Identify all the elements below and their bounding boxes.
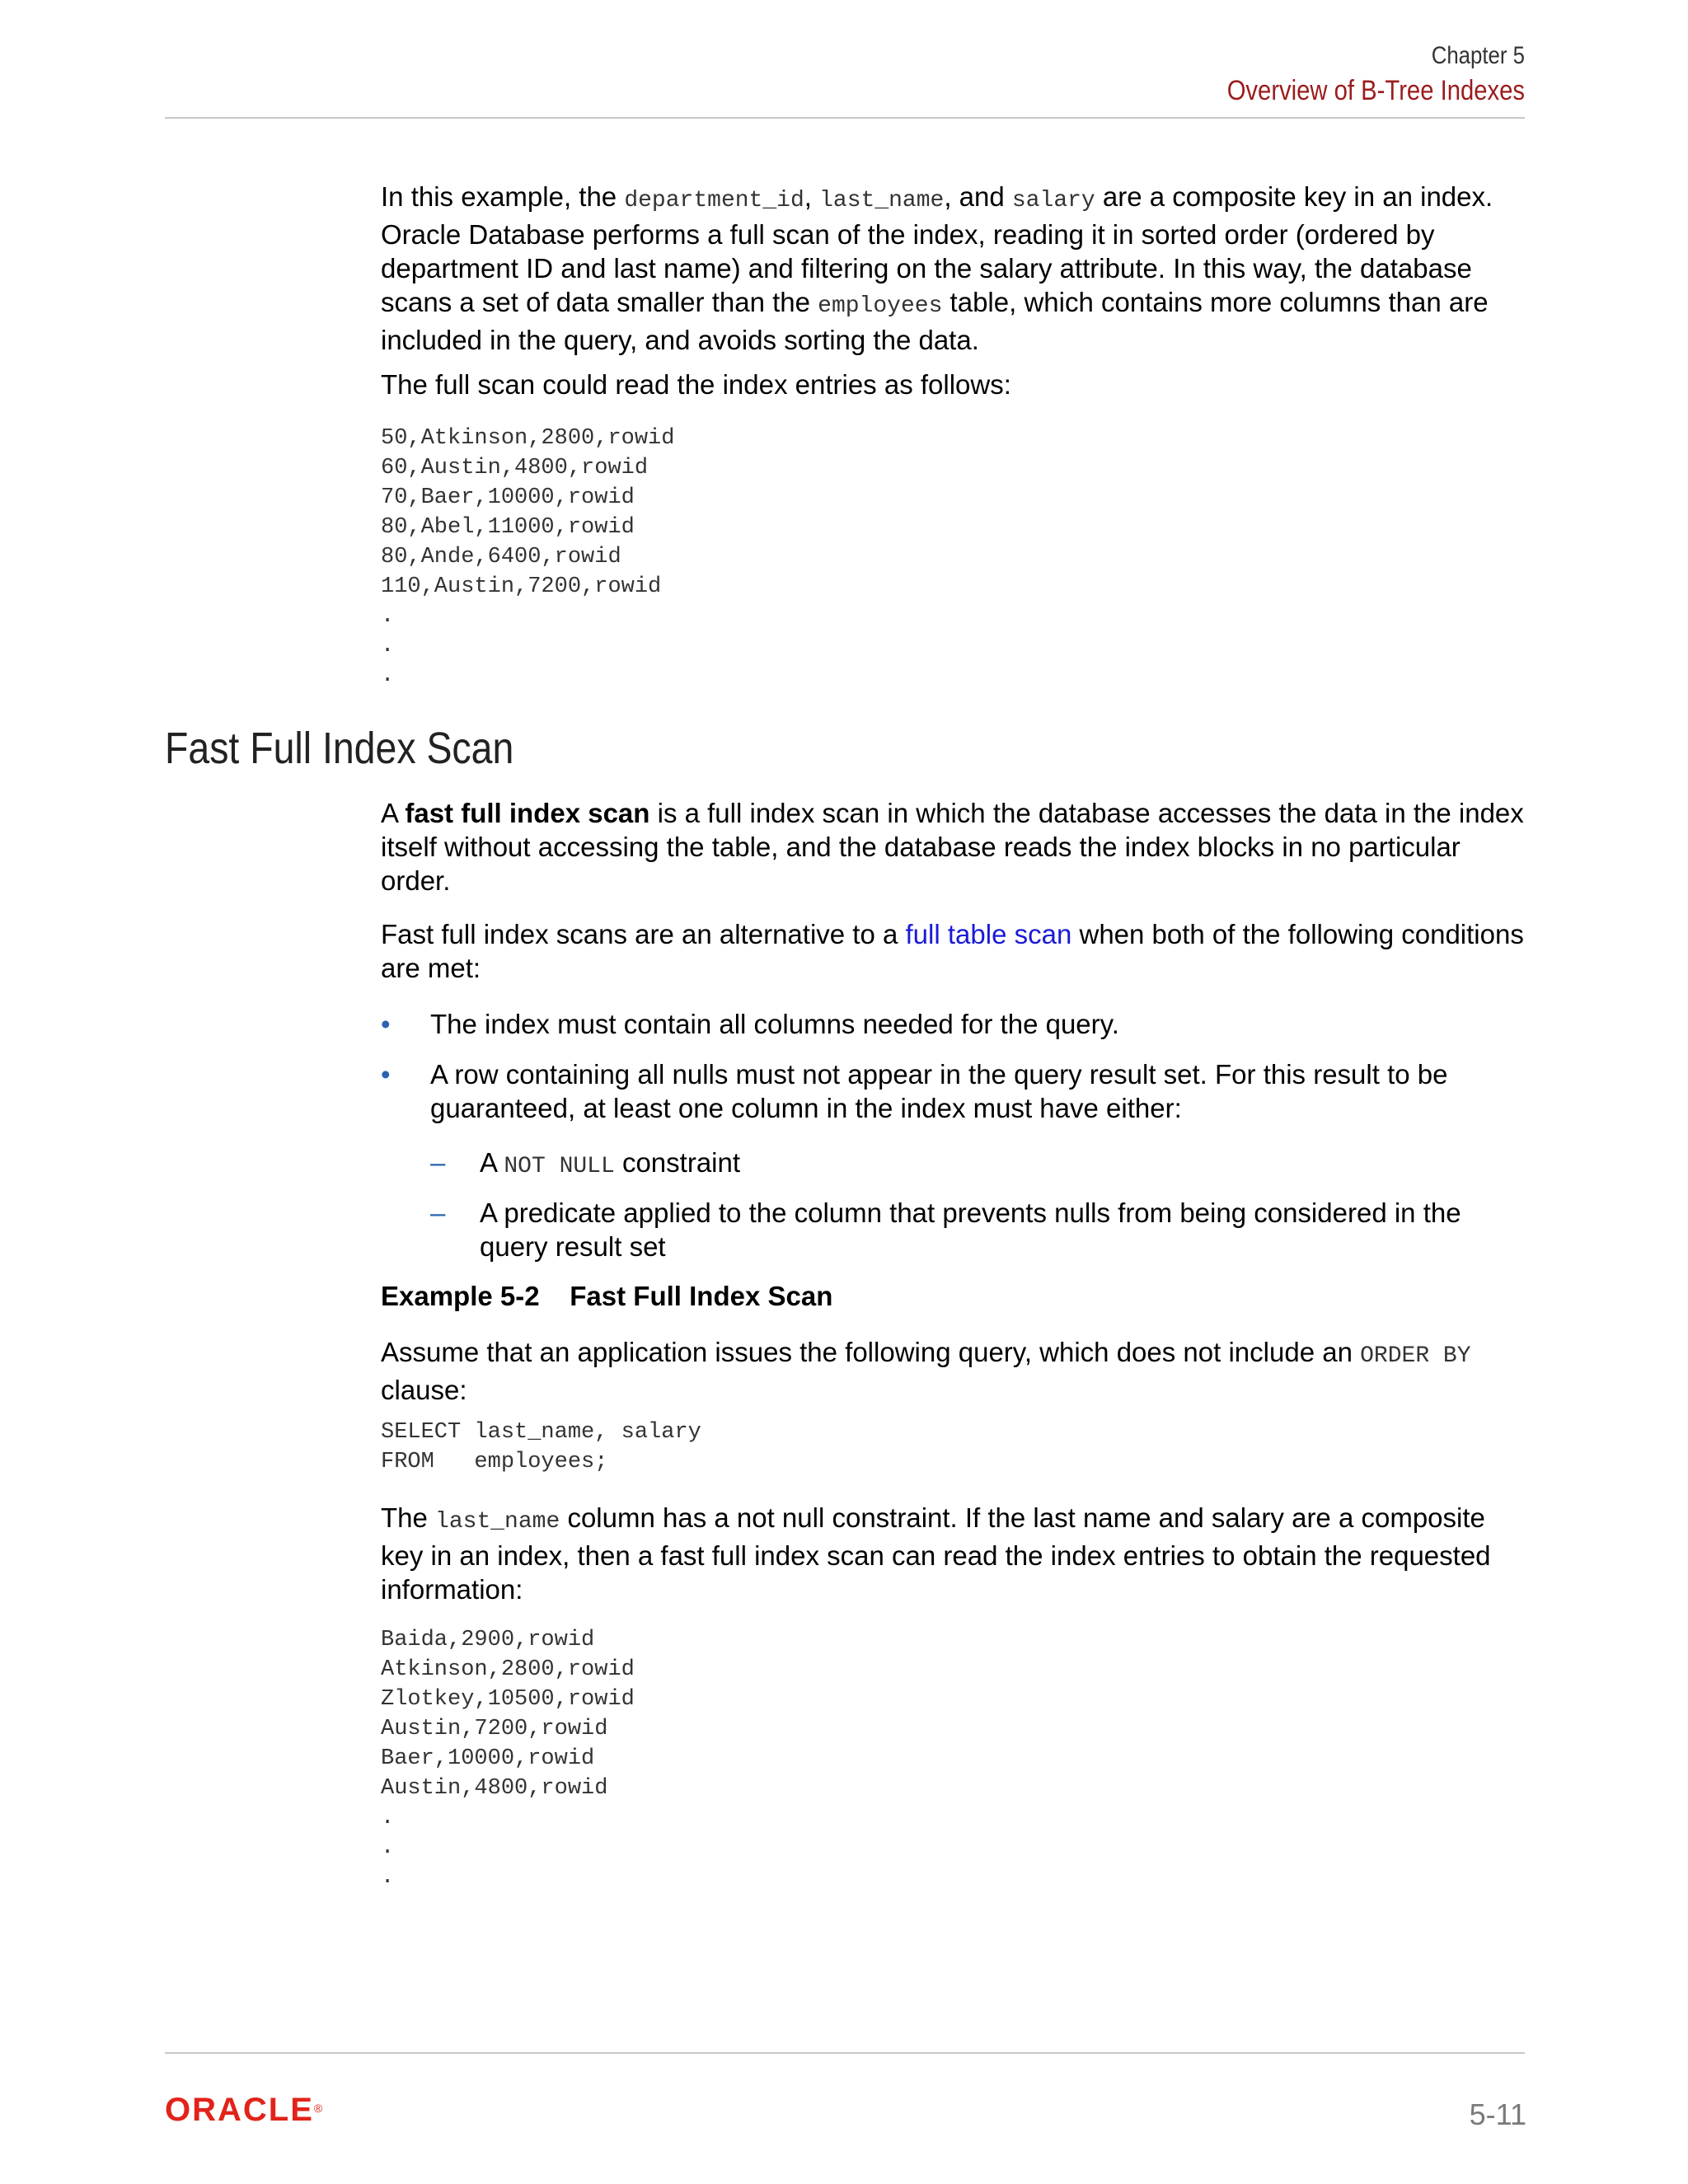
oracle-logo [165,2092,322,2128]
example-paragraph [381,1335,1526,1407]
bullet-icon: • [381,1009,391,1039]
example-paragraph-2-block [381,1501,1526,1606]
example-title-block [381,1279,1526,1313]
text-run: are a composite key in an index. Oracle Database performs a full scan of the index, reading it in sorted order (ordered by department ID and last name) and filtering on the salary attribute. In this way, the database scans a set of data smaller than the [381,181,1493,317]
dash-icon: – [430,1197,446,1228]
code-not-null: NOT NULL [504,1154,615,1179]
oracle-logo-text: ORACLE [165,2092,314,2128]
intro-paragraph-block [381,180,1526,357]
text-run: constraint [614,1147,741,1178]
code-block-3 [381,1625,1526,1892]
chapter-label: Chapter 5 [1431,42,1525,69]
intro-paragraph-2: The full scan could read the index entries as follows: [381,369,1011,400]
sub-bullet-text-1 [480,1146,1526,1183]
full-table-scan-link[interactable]: full table scan [905,919,1072,949]
text-run: A [381,798,406,828]
text-run: Assume that an application issues the following query, which does not include an [381,1337,1361,1367]
code-department-id: department_id [624,188,804,213]
text-run: clause: [381,1375,467,1405]
code-block-1 [381,424,1526,691]
running-header [165,40,1525,109]
intro-paragraph [381,180,1526,357]
section-heading: Fast Full Index Scan [165,724,514,773]
text-run: when both of the following conditions are met: [381,919,1524,983]
dash-icon: – [430,1147,446,1178]
index-entries-code: 50,Atkinson,2800,rowid 60,Austin,4800,rowid 70,Baer,10000,rowid 80,Abel,11000,rowid 80,Ande,6400,rowid 110,Austin,7200,rowid . . . [381,426,675,688]
bullet-icon: • [381,1059,391,1090]
text-run: A [480,1147,504,1178]
text-run: In this example, the [381,181,625,212]
intro-paragraph-2-block [381,368,1526,401]
definition-paragraph-block [381,796,1526,898]
bullet-text-2: A row containing all nulls must not appear in the query result set. For this result to be guaranteed, at least one column in the index must have either: [430,1059,1448,1123]
text-run: table, which contains more columns than are included in the query, and avoids sorting the data. [381,287,1489,355]
bullet-text-1: The index must contain all columns needed for the query. [430,1009,1119,1039]
header-rule [165,117,1525,119]
query-code: SELECT last_name, salary FROM employees; [381,1420,701,1474]
example-title [381,1279,1526,1313]
fast-scan-entries-code: Baida,2900,rowid Atkinson,2800,rowid Zlotkey,10500,rowid Austin,7200,rowid Baer,10000,rowid Austin,4800,rowid . . . [381,1628,635,1890]
sub-bullet-text-2: A predicate applied to the column that prevents nulls from being considered in the query result set [480,1197,1461,1262]
code-block-2 [381,1418,1526,1477]
example-paragraph-block [381,1335,1526,1407]
text-run: The [381,1502,436,1533]
code-last-name: last_name [435,1509,560,1535]
definition-paragraph [381,796,1526,898]
footer-rule [165,2052,1525,2054]
page-number: 5-11 [1469,2097,1526,2131]
code-order-by: ORDER BY [1360,1343,1471,1369]
text-run: Fast full index scans are an alternative to a [381,919,906,949]
code-salary: salary [1011,188,1095,213]
example-title-text: Example 5-2 Fast Full Index Scan [381,1281,833,1311]
example-paragraph-2 [381,1501,1526,1606]
registered-mark: ® [313,2102,323,2115]
section-title: Overview of B-Tree Indexes [1226,75,1525,106]
text-run: is a full index scan in which the database accesses the data in the index itself without accessing the table, and the database reads the index blocks in no particular order. [381,798,1524,896]
code-last-name: last_name [819,188,945,213]
text-run: column has a not null constraint. If the last name and salary are a composite key in an index, then a fast full index scan can read the index entries to obtain the requested information: [381,1502,1491,1605]
term-fast-full-index-scan: fast full index scan [405,798,650,828]
conditions-paragraph [381,917,1526,985]
code-employees: employees [818,293,943,319]
text-run: , and [944,181,1012,212]
conditions-paragraph-block [381,917,1526,985]
text-run: , [804,181,820,212]
